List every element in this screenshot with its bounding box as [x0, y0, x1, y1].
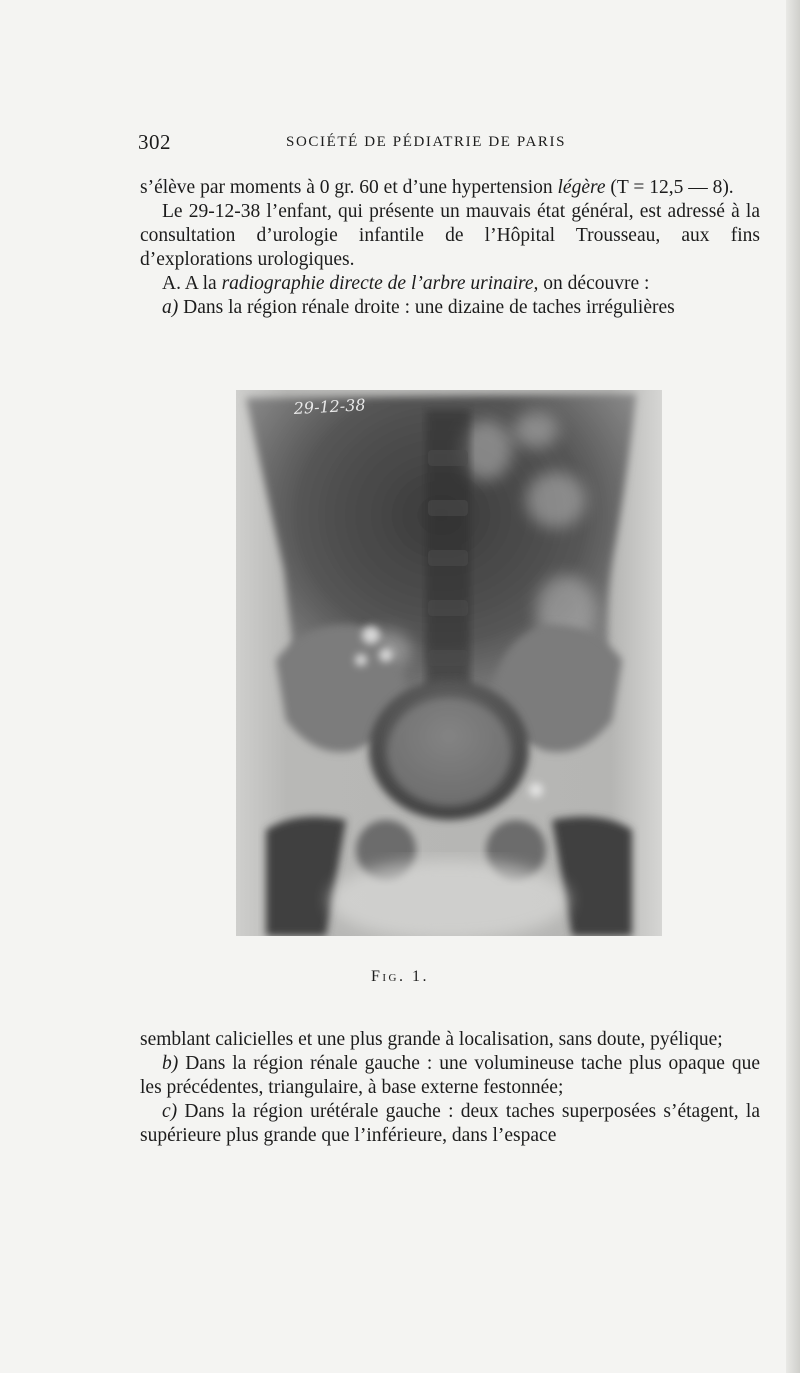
xray-image: [236, 390, 662, 936]
item-b-left-renal: b) Dans la région rénale gauche : une volumineuse tache plus opaque que les précédentes, triangulaire, à base externe festonnée;: [140, 1053, 760, 1098]
page-number: 302: [138, 130, 171, 154]
xray-figure: [236, 390, 662, 936]
item-c-left-ureteral: c) Dans la région urétérale gauche : deux taches superposées s’étagent, la supérieure plus grande que l’inférieure, dans l’espace: [140, 1101, 760, 1146]
running-title: SOCIÉTÉ DE PÉDIATRIE DE PARIS: [286, 134, 567, 150]
body-text-bottom: [140, 1028, 760, 1148]
item-a-right-renal: a) Dans la région rénale droite : une dizaine de taches irrégulières: [162, 297, 675, 318]
paragraph-radiography: A. A la radiographie directe de l’arbre urinaire, on découvre :: [162, 273, 650, 294]
paragraph-admission: Le 29-12-38 l’enfant, qui présente un mauvais état général, est adressé à la consultation d’urologie infantile de l’Hôpital Trousseau, aux fins d’explorations urologiques.: [140, 201, 760, 270]
plate-inscription: 29-12-38: [293, 395, 367, 418]
paragraph-calicial: semblant calicielles et une plus grande à localisation, sans doute, pyélique;: [140, 1029, 723, 1050]
page-edge: [786, 0, 800, 1373]
paragraph-hypertension: s’élève par moments à 0 gr. 60 et d’une hypertension légère (T = 12,5 — 8).: [140, 177, 734, 198]
body-text-top: [140, 176, 760, 320]
page-header: [138, 130, 758, 158]
figure-caption: Fig. 1.: [370, 968, 429, 985]
